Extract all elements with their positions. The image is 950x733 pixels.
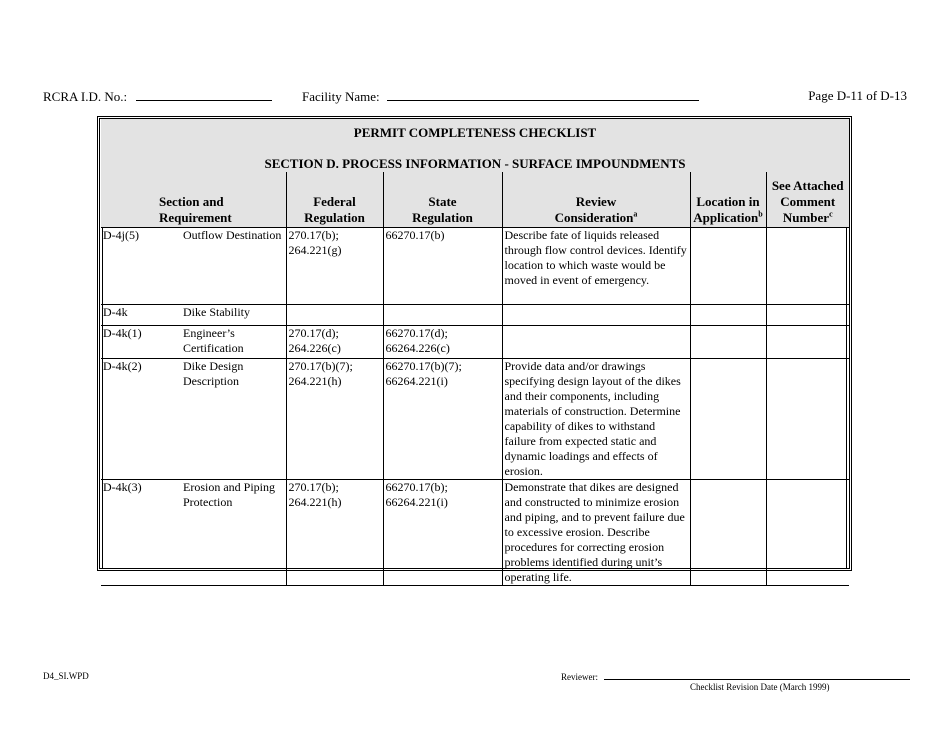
section-requirement-cell — [101, 227, 286, 304]
state-regulation-cell — [383, 304, 502, 325]
col-state-header — [383, 172, 502, 227]
table-row — [101, 479, 849, 585]
location-in-application-cell[interactable] — [690, 325, 766, 358]
col-review-line1: Review — [575, 193, 617, 209]
checklist-title-box — [101, 119, 849, 173]
location-in-application-cell[interactable] — [690, 479, 766, 585]
section-requirement-cell — [101, 479, 286, 585]
revision-date: Checklist Revision Date (March 1999) — [690, 682, 830, 692]
location-in-application-cell[interactable] — [690, 304, 766, 325]
section-code: D-4j(5) — [103, 227, 139, 242]
table-row — [101, 358, 849, 479]
col-section-line1: Section and — [159, 193, 224, 209]
section-title: SECTION D. PROCESS INFORMATION - SURFACE IMPOUNDMENTS — [264, 156, 686, 171]
file-name: D4_SI.WPD — [43, 671, 89, 681]
col-state-line2: Regulation — [412, 209, 473, 225]
review-consideration-cell: Demonstrate that dikes are designed and constructed to minimize erosion and piping, and to prevent failure due to excessive erosion. Describe procedures for correcting erosion problems identified during unit’s operating life. — [502, 479, 690, 585]
table-row — [101, 304, 849, 325]
section-code: D-4k — [103, 304, 128, 319]
header-row — [101, 172, 849, 227]
section-code: D-4k(1) — [103, 325, 142, 340]
federal-regulation-cell: 270.17(b); 264.221(g) — [286, 227, 383, 304]
col-review-header — [502, 172, 690, 227]
federal-regulation-cell: 270.17(b)(7); 264.221(h) — [286, 358, 383, 479]
col-comment-header — [766, 172, 849, 227]
review-consideration-cell: Provide data and/or drawings specifying design layout of the dikes and their components, including materials of construction. Determine capability of dikes to withstand failure from expected static and dynamic loadings and effects of erosion. — [502, 358, 690, 479]
reviewer-blank[interactable] — [604, 671, 910, 680]
state-regulation-cell: 66270.17(b); 66264.221(i) — [383, 479, 502, 585]
reviewer-field — [561, 671, 910, 682]
footnote-c-marker: c — [829, 209, 833, 219]
requirement-name: Engineer’s Certification — [183, 325, 244, 355]
col-location-line2: Application — [693, 209, 759, 225]
facility-name-label: Facility Name: — [302, 89, 380, 104]
checklist-title: PERMIT COMPLETENESS CHECKLIST — [353, 125, 597, 140]
state-regulation-cell: 66270.17(b) — [383, 227, 502, 304]
state-regulation-cell: 66270.17(b)(7); 66264.221(i) — [383, 358, 502, 479]
comment-number-cell[interactable] — [766, 479, 849, 585]
col-review-line2: Consideration — [554, 209, 634, 225]
col-federal-line1: Federal — [313, 193, 356, 209]
rcra-id-blank[interactable] — [136, 88, 272, 101]
col-section-line2: Requirement — [159, 209, 232, 225]
footnote-a-marker: a — [633, 209, 638, 219]
section-code: D-4k(3) — [103, 479, 142, 494]
col-location-header — [690, 172, 766, 227]
rcra-id-field — [43, 88, 272, 105]
col-comment-line3: Number — [782, 209, 830, 225]
federal-regulation-cell: 270.17(d); 264.226(c) — [286, 325, 383, 358]
state-regulation-cell: 66270.17(d); 66264.226(c) — [383, 325, 502, 358]
comment-number-cell[interactable] — [766, 325, 849, 358]
table-row — [101, 227, 849, 304]
federal-regulation-cell — [286, 304, 383, 325]
review-consideration-cell: Describe fate of liquids released through flow control devices. Identify location to which waste would be moved in event of emergency. — [502, 227, 690, 304]
comment-number-cell[interactable] — [766, 358, 849, 479]
col-location-line1: Location in — [696, 193, 760, 209]
review-consideration-cell — [502, 325, 690, 358]
page-number: Page D-11 of D-13 — [808, 88, 907, 103]
col-comment-line1: See Attached — [771, 177, 844, 193]
review-consideration-cell — [502, 304, 690, 325]
requirement-name: Erosion and Piping Protection — [183, 479, 275, 509]
requirement-name: Dike Stability — [183, 304, 250, 319]
location-in-application-cell[interactable] — [690, 358, 766, 479]
col-state-line1: State — [428, 193, 457, 209]
comment-number-cell[interactable] — [766, 304, 849, 325]
rcra-id-label: RCRA I.D. No.: — [43, 89, 128, 104]
col-federal-header — [286, 172, 383, 227]
section-code: D-4k(2) — [103, 358, 142, 373]
section-requirement-cell — [101, 304, 286, 325]
section-requirement-cell — [101, 325, 286, 358]
reviewer-label: Reviewer: — [561, 672, 598, 682]
col-federal-line2: Regulation — [304, 209, 365, 225]
comment-number-cell[interactable] — [766, 227, 849, 304]
facility-name-blank[interactable] — [387, 88, 699, 101]
col-comment-line2: Comment — [780, 193, 836, 209]
location-in-application-cell[interactable] — [690, 227, 766, 304]
checklist-table — [101, 172, 849, 586]
requirement-name: Dike Design Description — [183, 358, 244, 388]
footnote-b-marker: b — [758, 209, 763, 219]
section-requirement-cell — [101, 358, 286, 479]
col-section-header — [101, 172, 286, 227]
requirement-name: Outflow Destination — [183, 227, 282, 242]
federal-regulation-cell: 270.17(b); 264.221(h) — [286, 479, 383, 585]
table-row — [101, 325, 849, 358]
facility-name-field — [302, 88, 699, 105]
